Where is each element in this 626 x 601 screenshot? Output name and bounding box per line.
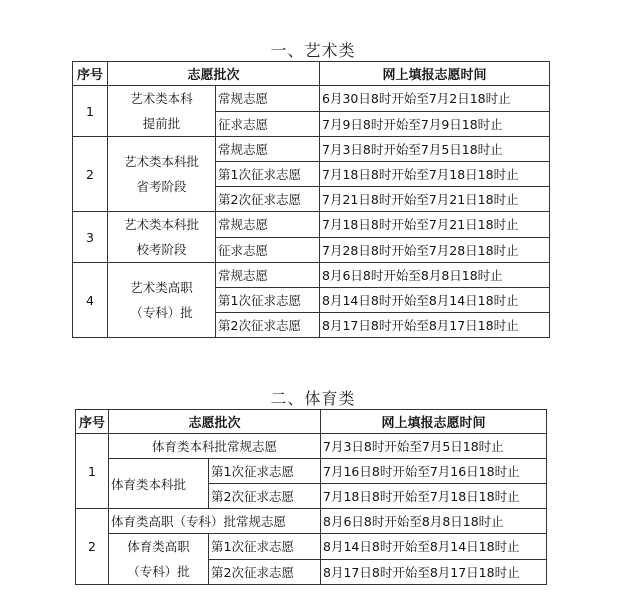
art-group-no: 3 [73, 212, 108, 263]
sports-group-no: 2 [76, 509, 109, 585]
sports-time: 7月18日8时开始至7月18日18时止 [321, 484, 547, 509]
art-time: 6月30日8时开始至7月2日18时止 [320, 86, 550, 112]
art-header-batch: 志愿批次 [108, 62, 320, 86]
art-time: 8月6日8时开始至8月8日18时止 [320, 263, 550, 288]
sports-full-label: 体育类本科批常规志愿 [109, 434, 321, 459]
sports-group-name-line: 体育类高职 [127, 539, 190, 554]
table-row [73, 212, 550, 238]
table-row [76, 534, 547, 560]
art-time: 8月17日8时开始至8月17日18时止 [320, 313, 550, 338]
art-time: 7月18日8时开始至7月21日18时止 [320, 212, 550, 238]
art-sub-type: 第1次征求志愿 [216, 162, 320, 187]
table-row [76, 434, 547, 459]
sports-group-name-line: （专科）批 [127, 564, 190, 579]
table-row [73, 263, 550, 288]
art-group-name-line: 艺术类本科批 [123, 217, 199, 232]
sports-sub-type: 第1次征求志愿 [209, 534, 321, 560]
art-time: 7月18日8时开始至7月18日18时止 [320, 162, 550, 187]
art-sub-type: 常规志愿 [216, 137, 320, 162]
art-sub-type: 常规志愿 [216, 86, 320, 112]
art-group-name [108, 137, 216, 212]
sports-group-name [109, 534, 209, 585]
art-header-no: 序号 [73, 62, 108, 86]
art-time: 7月28日8时开始至7月28日18时止 [320, 237, 550, 263]
art-time: 7月21日8时开始至7月21日18时止 [320, 187, 550, 212]
art-time: 8月14日8时开始至8月14日18时止 [320, 288, 550, 313]
art-group-no: 1 [73, 86, 108, 137]
sports-sub-type: 第2次征求志愿 [209, 559, 321, 585]
art-table [72, 61, 550, 338]
art-sub-type: 第1次征求志愿 [216, 288, 320, 313]
art-group-name [108, 263, 216, 338]
art-header-time: 网上填报志愿时间 [320, 62, 550, 86]
table-row [73, 86, 550, 112]
table-row [76, 459, 547, 484]
art-time: 7月3日8时开始至7月5日18时止 [320, 137, 550, 162]
sports-header-row [76, 410, 547, 434]
sports-group-name-line: 体育类本科批 [111, 476, 187, 492]
art-time: 7月9日8时开始至7月9日18时止 [320, 111, 550, 137]
art-group-name [108, 212, 216, 263]
art-sub-type: 第2次征求志愿 [216, 187, 320, 212]
art-group-no: 2 [73, 137, 108, 212]
sports-header-batch: 志愿批次 [109, 410, 321, 434]
art-group-name-line: 艺术类高职 [130, 280, 193, 295]
table-row [76, 509, 547, 534]
sports-header-no: 序号 [76, 410, 109, 434]
art-group-name [108, 86, 216, 137]
art-group-name-line: 提前批 [142, 116, 181, 131]
art-group-name-line: 省考阶段 [136, 179, 187, 194]
sports-table [75, 409, 547, 585]
art-header-row [73, 62, 550, 86]
sports-full-label: 体育类高职（专科）批常规志愿 [109, 509, 321, 534]
sports-time: 8月14日8时开始至8月14日18时止 [321, 534, 547, 560]
art-sub-type: 征求志愿 [216, 237, 320, 263]
sports-header-time: 网上填报志愿时间 [321, 410, 547, 434]
art-group-name-line: 校考阶段 [136, 242, 187, 257]
sports-time: 7月16日8时开始至7月16日18时止 [321, 459, 547, 484]
sports-section-title: 二、体育类 [270, 389, 356, 408]
art-sub-type: 常规志愿 [216, 263, 320, 288]
sports-group-no: 1 [76, 434, 109, 509]
art-group-no: 4 [73, 263, 108, 338]
art-sub-type: 第2次征求志愿 [216, 313, 320, 338]
sports-sub-type: 第1次征求志愿 [209, 459, 321, 484]
sports-sub-type: 第2次征求志愿 [209, 484, 321, 509]
sports-time: 7月3日8时开始至7月5日18时止 [321, 434, 547, 459]
sports-group-name [109, 459, 209, 509]
art-group-name-line: （专科）批 [130, 305, 193, 320]
art-group-name-line: 艺术类本科 [130, 91, 193, 106]
sports-time: 8月6日8时开始至8月8日18时止 [321, 509, 547, 534]
art-section-title: 一、艺术类 [270, 41, 356, 60]
sports-time: 8月17日8时开始至8月17日18时止 [321, 559, 547, 585]
art-group-name-line: 艺术类本科批 [123, 154, 199, 169]
art-sub-type: 常规志愿 [216, 212, 320, 238]
table-row [73, 137, 550, 162]
art-sub-type: 征求志愿 [216, 111, 320, 137]
